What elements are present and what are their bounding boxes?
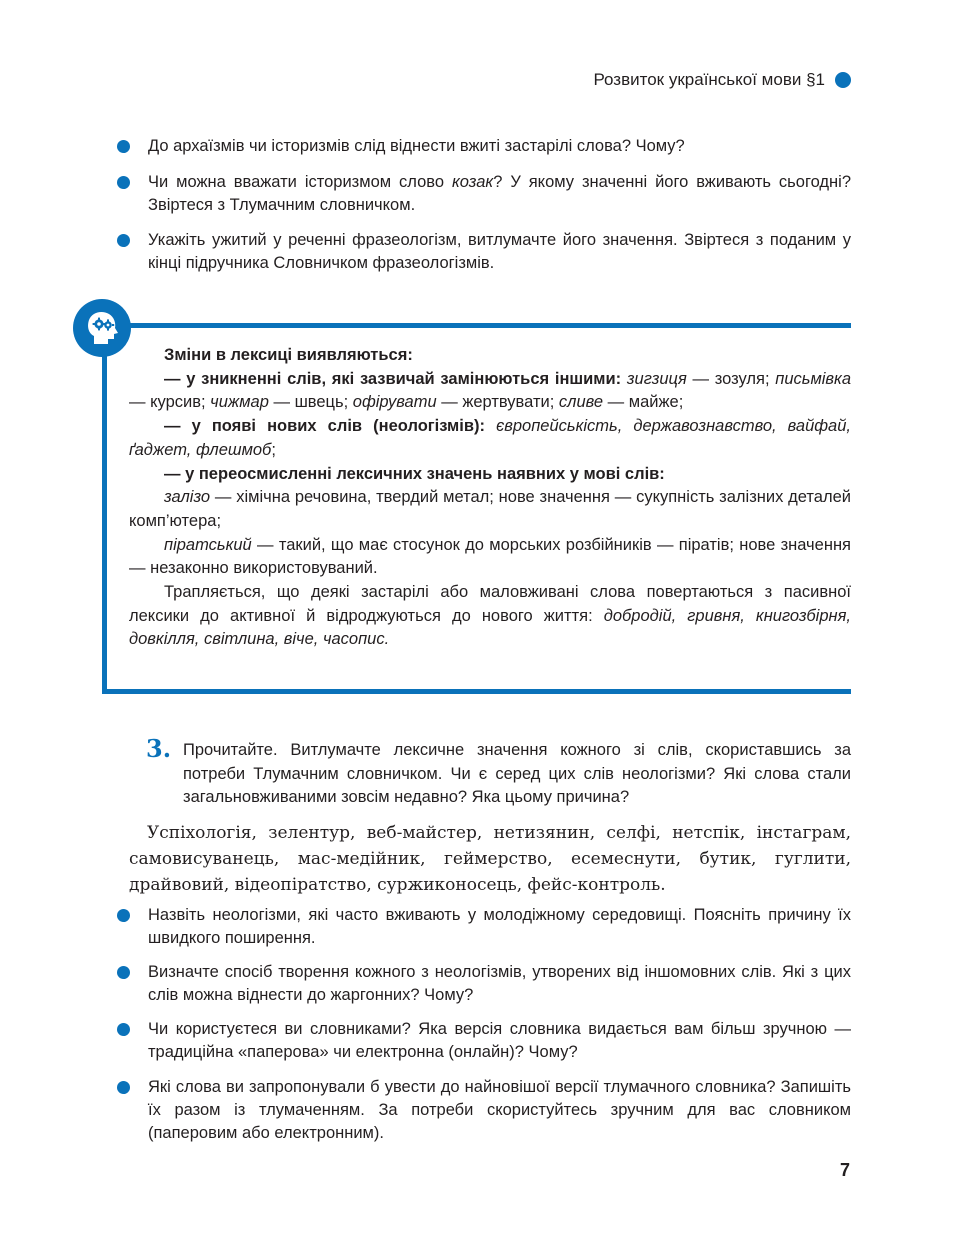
rule-bold-paragraph: — у переосмисленні лексичних значень наявних у мові слів: [164,464,665,483]
dash: — [268,393,295,412]
exercise-number: 3. [146,734,172,763]
head-gears-icon [73,299,131,357]
question-item [117,1076,851,1145]
replacement-word: жертвувати [462,393,550,412]
bullet-dot-icon [117,234,130,247]
rule-heading: Зміни в лексиці виявляються: [164,346,413,364]
archaic-word: письмівка [775,369,852,388]
rule-paragraph [129,534,851,581]
bullet-dot-icon [117,1023,130,1036]
bullet-dot-icon [117,176,130,189]
question-text: Визначте спосіб творення кожного з неологізмів, утворених від іншомовних слів. Які з цих слів можна віднести до жаргонних? Чому? [148,963,851,1004]
bullet-dot-icon [117,1081,130,1094]
dash: — [686,369,715,388]
example-meaning: — хімічна речовина, твердий метал; нове значення — сукупність залізних деталей комп’ютера; [129,488,851,530]
replacement-word: швець [294,393,344,412]
question-text: Чи користуєтеся ви словниками? Яка версія словника видається вам більш зручною — традиційна «паперова» чи електронна (онлайн)? Чому? [148,1020,851,1061]
example-word: піратський [164,535,252,554]
dash: — [603,393,629,412]
dash: — [129,393,151,412]
archaic-word: чижмар [210,393,269,412]
bullet-dot-icon [117,909,130,922]
bullet-dot-icon [117,966,130,979]
dash: — [436,393,463,412]
replacement-word: курсив [150,393,201,412]
rule-bold-text: — у появі нових слів (неологізмів): [164,417,485,436]
exercise-instruction: Прочитайте. Витлумачте лексичне значення кожного зі слів, скориставшись за потреби Тлумачним словничком. Чи є серед цих слів неологізми? Які слова стали загальновживаними зовсім недавно? Яка цьому причина? [183,741,851,807]
archaic-word: сливе [558,393,604,412]
rule-text: Трапляється, що деякі застарілі або маловживані слова повертаються з пасивної лексики до активної й відроджуються до нового життя: [129,583,851,625]
question-item [117,1018,851,1064]
question-text: Які слова ви запропонували б увести до найновішої версії тлумачного словника? Запишіть їх разом із тлумаченням. За потреби скористуйтесь зручним для вас словником (паперовим або електронним). [148,1078,851,1142]
question-text [148,171,851,217]
replacement-word: зозуля [714,369,765,388]
rule-paragraph: — у зникненні слів, які зазвичай замінюються іншими: зигзиця — зозуля; письмівка — курсив; чижмар — швець; офірувати — жертвувати; сливе — майже; [129,369,852,412]
revived-words: добродій, гривня, книгозбірня, довкілля, світлина, віче, часопис. [129,606,852,649]
rule-bold-text: — у зникненні слів, які зазвичай замінюються іншими: [164,369,622,388]
question-item [117,229,851,275]
question-text: До архаїзмів чи історизмів слід віднести вжиті застарілі слова? Чому? [148,137,685,155]
exercise-word-list: Успіхологія, зелентур, веб-майстер, нетизянин, селфі, нетспік, інстаграм, самовисуванець, мас-медійник, геймерство, есемеснути, бутик, гуглити, драйвовий, відеопіратство, суржиконосець, фейс-контроль. [129,823,851,895]
header-title: Розвиток української мови §1 [593,70,825,89]
example-meaning: — такий, що має стосунок до морських розбійників — піратів; нове значення — незаконно використовуваний. [129,535,851,578]
question-text: Назвіть неологізми, які часто вживають у молодіжному середовищі. Поясніть причину їх швидкого поширення. [148,906,851,947]
rule-paragraph [129,581,851,652]
replacement-word: майже [628,393,679,412]
running-header [593,70,851,90]
rule-content [129,344,851,652]
head-gears-icon-svg [80,306,124,350]
question-item [117,171,851,217]
question-text-part: Чи можна вважати історизмом слово [148,173,452,191]
question-text-part: ? У якому значенні його вживають сьогодні? Звіртеся з Тлумачним словничком. [148,173,851,214]
question-italic-word: козак [451,173,494,191]
question-text: Укажіть ужитий у реченні фразеологізм, витлумачте його значення. Звіртеся з поданим у кінці підручника Словничком фразеологізмів. [148,231,851,272]
question-item [117,135,851,158]
question-item [117,904,851,950]
archaic-word: зигзиця [626,369,687,388]
rule-box-top-border [102,323,851,328]
rule-paragraph: — у появі нових слів (неологізмів): європейськість, державознавство, вайфай, ґаджет, флешмоб; [129,417,851,459]
question-item [117,961,851,1007]
rule-box-bottom-border [102,689,851,694]
page-number: 7 [840,1160,851,1180]
header-dot-icon [835,72,851,88]
neologism-examples: європейськість, державознавство, вайфай, ґаджет, флешмоб [129,417,851,459]
bullet-dot-icon [117,140,130,153]
example-word: залізо [164,488,211,507]
archaic-word: офірувати [352,393,437,412]
rule-paragraph [129,486,851,533]
